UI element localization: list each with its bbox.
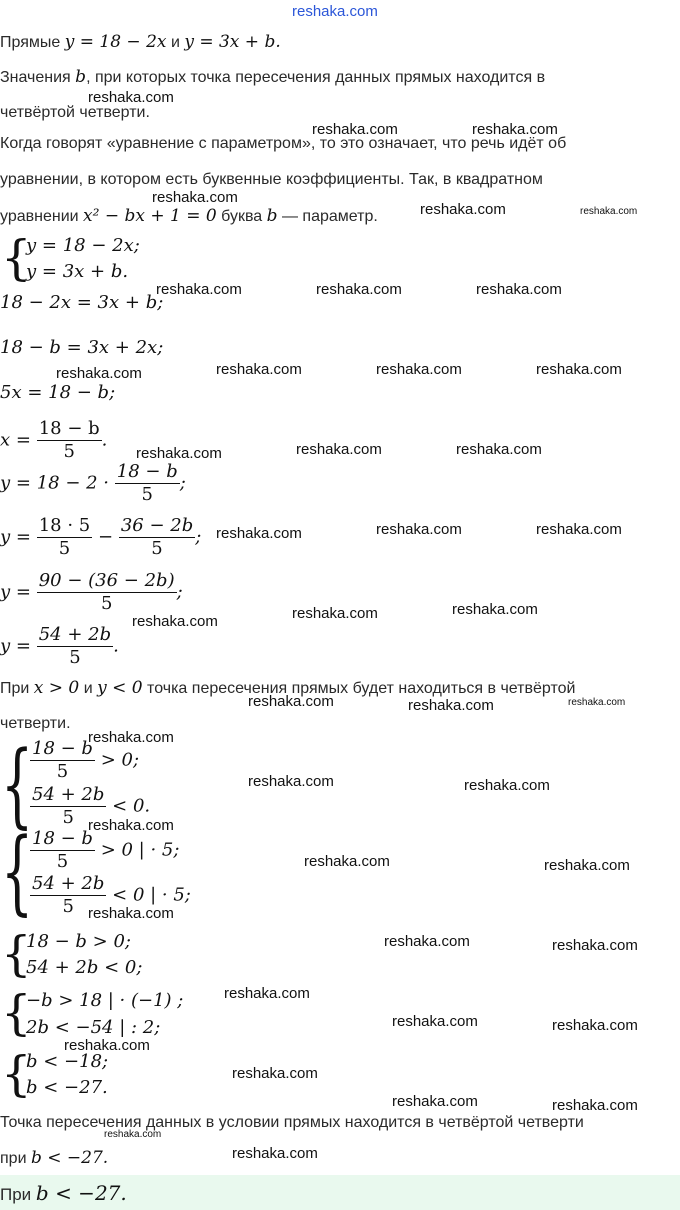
- watermark: reshaka.com: [88, 729, 174, 746]
- watermark: reshaka.com: [216, 361, 302, 378]
- system-brace-3: {: [1, 818, 34, 925]
- problem-line-3: четвёртой четверти.: [0, 104, 150, 121]
- sys2-num-2: 54 + 2b: [32, 784, 105, 805]
- sys3-rel-2: < 0 | · 5;: [112, 884, 191, 906]
- condition-line-2: четверти.: [0, 715, 71, 732]
- y2-den-b: 5: [151, 538, 163, 559]
- eq-1: 18 − 2x = 3x + b;: [0, 292, 164, 313]
- problem-var-b: b: [75, 67, 87, 87]
- sys2-rel-2: < 0.: [112, 795, 151, 817]
- conclusion-line-1: Точка пересечения данных в условии прямых находится в четвёртой четверти: [0, 1114, 584, 1131]
- watermark: reshaka.com: [64, 1037, 150, 1054]
- param-line-3: [0, 206, 378, 227]
- sys1-eq-1: y = 18 − 2x;: [26, 235, 140, 256]
- sys5-eq-1: −b > 18 | · (−1) ;: [26, 990, 184, 1011]
- y2-end: ;: [195, 526, 202, 548]
- watermark: reshaka.com: [552, 1097, 638, 1114]
- system-brace-4: {: [1, 926, 32, 982]
- system-brace-5: {: [1, 985, 32, 1041]
- x-num: 18 − b: [38, 418, 100, 439]
- problem-word: Прямые: [0, 34, 61, 51]
- y3-num: 90 − (36 − 2b): [38, 570, 175, 591]
- problem-line-2b: , при которых точка пересечения данных прямых находится в: [86, 69, 546, 86]
- y2-lhs: y =: [0, 526, 31, 548]
- y4-lhs: y =: [0, 635, 31, 657]
- answer-eq: b < −27.: [35, 1181, 127, 1205]
- x-lhs: x =: [0, 429, 31, 451]
- param-line-1: Когда говорят «уравнение с параметром», то это означает, что речь идёт об: [0, 135, 567, 152]
- sys4-eq-1: 18 − b > 0;: [26, 931, 131, 952]
- cond-and: и: [83, 680, 93, 697]
- watermark: reshaka.com: [568, 697, 626, 708]
- y3-den: 5: [100, 593, 113, 614]
- y2-num-a: 18 · 5: [38, 515, 91, 536]
- watermark: reshaka.com: [296, 441, 382, 458]
- y1-den: 5: [141, 484, 153, 505]
- sys2-rel-1: > 0;: [100, 749, 140, 771]
- y1-num: 18 − b: [116, 461, 178, 482]
- sys6-eq-1: b < −18;: [26, 1051, 109, 1072]
- y4-fraction: [37, 624, 113, 669]
- param-quadratic-eq: x² − bx + 1 = 0: [83, 206, 217, 226]
- watermark: reshaka.com: [552, 1017, 638, 1034]
- y3-expression: [0, 570, 183, 615]
- watermark: reshaka.com: [224, 985, 310, 1002]
- system-brace-2: {: [1, 731, 34, 838]
- watermark: reshaka.com: [472, 121, 558, 138]
- sys4-eq-2: 54 + 2b < 0;: [26, 957, 143, 978]
- y3-end: ;: [176, 581, 183, 603]
- watermark: reshaka.com: [376, 521, 462, 538]
- problem-line-2: [0, 67, 545, 88]
- watermark: reshaka.com: [132, 613, 218, 630]
- y1-fraction: [115, 461, 180, 506]
- watermark: reshaka.com: [104, 1129, 162, 1140]
- watermark: reshaka.com: [156, 281, 242, 298]
- sys3-num-1: 18 − b: [32, 828, 93, 849]
- sys1-eq-2: y = 3x + b.: [26, 261, 129, 282]
- watermark: reshaka.com: [232, 1145, 318, 1162]
- watermark: reshaka.com: [232, 1065, 318, 1082]
- y3-lhs: y =: [0, 581, 31, 603]
- watermark: reshaka.com: [420, 201, 506, 218]
- y1-end: ;: [179, 472, 186, 494]
- y2-num-b: 36 − 2b: [120, 515, 194, 536]
- site-watermark-top[interactable]: reshaka.com: [292, 3, 378, 20]
- x-fraction: [37, 418, 102, 463]
- watermark: reshaka.com: [376, 361, 462, 378]
- y2-fraction-a: [37, 515, 93, 560]
- conclusion-line-2: [0, 1148, 108, 1169]
- y3-fraction: [37, 570, 177, 615]
- y2-expression: [0, 515, 201, 560]
- watermark: reshaka.com: [216, 525, 302, 542]
- concl-pri: при: [0, 1150, 27, 1167]
- watermark: reshaka.com: [316, 281, 402, 298]
- sys2-fraction-1: [30, 738, 95, 783]
- watermark: reshaka.com: [536, 361, 622, 378]
- y2-den-a: 5: [58, 538, 71, 559]
- watermark: reshaka.com: [392, 1013, 478, 1030]
- watermark: reshaka.com: [384, 933, 470, 950]
- sys3-fraction-1: [30, 828, 95, 873]
- x-end: .: [101, 429, 108, 451]
- sys2-den-2: 5: [62, 807, 74, 828]
- answer-box: [0, 1175, 680, 1210]
- cond-x: x > 0: [33, 678, 80, 698]
- answer-line: [0, 1183, 127, 1205]
- watermark: reshaka.com: [552, 937, 638, 954]
- concl-eq: b < −27.: [30, 1148, 109, 1168]
- watermark: reshaka.com: [536, 521, 622, 538]
- y1-expression: [0, 461, 186, 506]
- y4-expression: [0, 624, 119, 669]
- y1-lhs: y = 18 − 2 ·: [0, 472, 110, 494]
- watermark: reshaka.com: [248, 693, 334, 710]
- watermark: reshaka.com: [312, 121, 398, 138]
- watermark: reshaka.com: [88, 905, 174, 922]
- y4-den: 5: [69, 647, 81, 668]
- sys3-den-2: 5: [62, 896, 74, 917]
- sys2-num-1: 18 − b: [32, 738, 93, 759]
- param-line-2: уравнении, в котором есть буквенные коэффициенты. Так, в квадратном: [0, 171, 543, 188]
- watermark: reshaka.com: [456, 441, 542, 458]
- watermark: reshaka.com: [452, 601, 538, 618]
- watermark: reshaka.com: [88, 817, 174, 834]
- y4-end: .: [113, 635, 119, 657]
- problem-and: и: [170, 34, 180, 51]
- watermark: reshaka.com: [292, 605, 378, 622]
- param-line-3c: — параметр.: [281, 208, 378, 225]
- sys5-eq-2: 2b < −54 | : 2;: [26, 1017, 161, 1038]
- sys2-den-1: 5: [56, 761, 69, 782]
- watermark: reshaka.com: [580, 206, 638, 217]
- cond-y: y < 0: [97, 678, 143, 698]
- watermark: reshaka.com: [544, 857, 630, 874]
- watermark: reshaka.com: [304, 853, 390, 870]
- cond-rest: точка пересечения прямых будет находиться в четвёртой: [147, 680, 576, 697]
- param-var-b: b: [266, 206, 278, 226]
- sys3-num-2: 54 + 2b: [32, 873, 105, 894]
- y2-minus: −: [97, 526, 114, 548]
- watermark: reshaka.com: [248, 773, 334, 790]
- watermark: reshaka.com: [88, 89, 174, 106]
- watermark: reshaka.com: [136, 445, 222, 462]
- eq-3: 5x = 18 − b;: [0, 382, 116, 403]
- eq-2: 18 − b = 3x + 2x;: [0, 337, 164, 358]
- param-line-3a: уравнении: [0, 208, 79, 225]
- answer-pri: При: [0, 1185, 32, 1204]
- watermark: reshaka.com: [56, 365, 142, 382]
- sys3-den-1: 5: [56, 851, 69, 872]
- problem-eq-1: y = 18 − 2x: [64, 32, 167, 52]
- y4-num: 54 + 2b: [38, 624, 112, 645]
- system-brace-6: {: [1, 1046, 32, 1102]
- system-brace-1: {: [1, 230, 32, 286]
- cond-pri: При: [0, 680, 30, 697]
- watermark: reshaka.com: [392, 1093, 478, 1110]
- x-den: 5: [63, 441, 75, 462]
- problem-line-2a: Значения: [0, 69, 71, 86]
- param-line-3b: буква: [221, 208, 263, 225]
- sys6-eq-2: b < −27.: [26, 1077, 108, 1098]
- watermark: reshaka.com: [408, 697, 494, 714]
- problem-eq-2: y = 3x + b.: [184, 32, 281, 52]
- watermark: reshaka.com: [464, 777, 550, 794]
- y2-fraction-b: [119, 515, 195, 560]
- watermark: reshaka.com: [152, 189, 238, 206]
- watermark: reshaka.com: [476, 281, 562, 298]
- sys3-rel-1: > 0 | · 5;: [100, 839, 180, 861]
- problem-line-1: [0, 32, 281, 53]
- x-expression: [0, 418, 107, 463]
